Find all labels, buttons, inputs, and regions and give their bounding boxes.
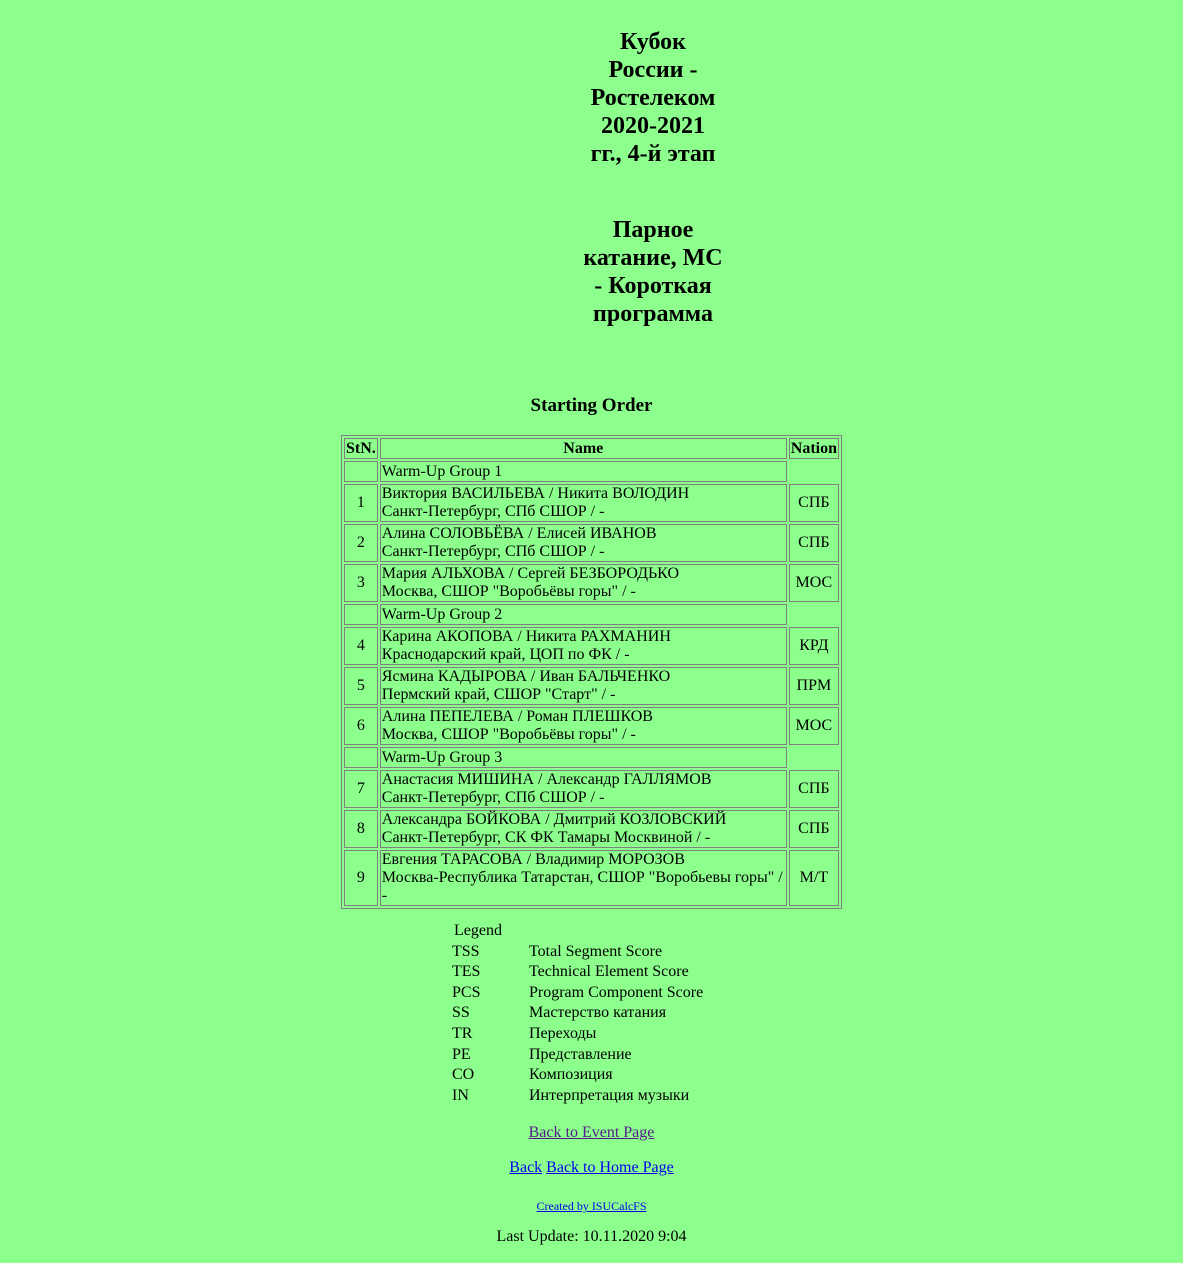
pair-cell <box>380 707 787 745</box>
starting-order-table <box>341 435 842 909</box>
legend-abbr: TES <box>452 963 481 981</box>
category-title: Парное катание, МС - Короткая программа <box>583 217 723 327</box>
warmup-group-row <box>344 747 839 768</box>
pair-club: Санкт-Петербург, СПб СШОР / - <box>381 789 605 806</box>
pair-cell <box>380 564 787 602</box>
event-title: Кубок России - Ростелеком 2020-2021 гг., 4-й этап <box>590 29 716 167</box>
nav-link-row <box>0 1159 1183 1177</box>
start-number: 1 <box>344 484 378 522</box>
pair-names: Анастасия МИШИНА / Александр ГАЛЛЯМОВ <box>381 771 712 788</box>
legend-desc: Program Component Score <box>529 983 704 1001</box>
start-number: 6 <box>344 707 378 745</box>
nation-code: МОС <box>789 564 839 602</box>
pair-club: Краснодарский край, ЦОП по ФК / - <box>381 646 630 663</box>
pair-club: Пермский край, СШОР "Старт" / - <box>381 686 616 703</box>
table-row <box>344 627 839 665</box>
pair-names: Алина ПЕПЕЛЕВА / Роман ПЛЕШКОВ <box>381 708 653 725</box>
warmup-group-label: Warm-Up Group 1 <box>380 461 787 482</box>
created-by-link[interactable]: Created by ISUCalcFS <box>536 1199 647 1213</box>
start-number: 9 <box>344 850 378 906</box>
legend-item <box>452 1003 703 1024</box>
table-row <box>344 564 839 602</box>
legend-title: Legend <box>454 922 502 939</box>
pair-names: Мария АЛЬХОВА / Сергей БЕЗБОРОДЬКО <box>381 565 680 582</box>
group-stn-cell <box>344 461 378 482</box>
pair-club: Москва-Республика Татарстан, СШОР "Воробьевы горы" / - <box>381 869 783 904</box>
legend-item <box>452 1045 703 1066</box>
table-row <box>344 484 839 522</box>
pair-club: Санкт-Петербург, СК ФК Тамары Москвиной / - <box>381 829 711 846</box>
nation-code: М/Т <box>789 850 839 906</box>
warmup-group-row <box>344 604 839 625</box>
nation-code: МОС <box>789 707 839 745</box>
warmup-group-row <box>344 461 839 482</box>
legend-abbr: CO <box>452 1066 475 1084</box>
last-update: Last Update: 10.11.2020 9:04 <box>496 1228 687 1245</box>
pair-cell <box>380 627 787 665</box>
created-by-row <box>0 1197 1183 1215</box>
pair-club: Москва, СШОР "Воробьёвы горы" / - <box>381 726 636 743</box>
group-nation-cell <box>789 747 839 768</box>
table-row <box>344 524 839 562</box>
group-stn-cell <box>344 747 378 768</box>
pair-cell <box>380 667 787 705</box>
pair-names: Ясмина КАДЫРОВА / Иван БАЛЬЧЕНКО <box>381 668 671 685</box>
legend-abbr: TR <box>452 1024 473 1042</box>
event-link-row <box>0 1124 1183 1142</box>
header-name: Name <box>380 438 787 459</box>
back-to-event-page-link[interactable]: Back to Event Page <box>528 1124 655 1141</box>
legend-item <box>452 942 703 963</box>
pair-club: Санкт-Петербург, СПб СШОР / - <box>381 543 605 560</box>
legend <box>452 921 703 1106</box>
table-header-row <box>344 438 839 459</box>
table-row <box>344 707 839 745</box>
warmup-group-label: Warm-Up Group 3 <box>380 747 787 768</box>
pair-names: Карина АКОПОВА / Никита РАХМАНИН <box>381 628 671 645</box>
legend-item <box>452 1065 703 1086</box>
section-title: Starting Order <box>530 395 653 416</box>
legend-desc: Total Segment Score <box>529 942 663 960</box>
legend-item <box>452 1086 703 1107</box>
legend-desc: Мастерство катания <box>529 1004 667 1022</box>
nation-code: СПБ <box>789 524 839 562</box>
legend-abbr: PE <box>452 1045 471 1063</box>
legend-desc: Technical Element Score <box>529 963 689 981</box>
legend-item <box>452 983 703 1004</box>
nation-code: ПРМ <box>789 667 839 705</box>
pair-cell <box>380 810 787 848</box>
warmup-group-label: Warm-Up Group 2 <box>380 604 787 625</box>
back-link[interactable]: Back <box>509 1159 543 1176</box>
legend-desc: Представление <box>529 1045 632 1063</box>
legend-abbr: PCS <box>452 983 481 1001</box>
legend-item <box>452 962 703 983</box>
pair-names: Евгения ТАРАСОВА / Владимир МОРОЗОВ <box>381 851 685 868</box>
pair-cell <box>380 850 787 906</box>
table-row <box>344 850 839 906</box>
legend-abbr: TSS <box>452 942 480 960</box>
nation-code: СПБ <box>789 770 839 808</box>
start-number: 5 <box>344 667 378 705</box>
group-nation-cell <box>789 461 839 482</box>
legend-item <box>452 1024 703 1045</box>
back-to-home-page-link[interactable]: Back to Home Page <box>546 1159 674 1176</box>
pair-cell <box>380 484 787 522</box>
start-number: 7 <box>344 770 378 808</box>
nation-code: СПБ <box>789 484 839 522</box>
nation-code: СПБ <box>789 810 839 848</box>
pair-cell <box>380 770 787 808</box>
pair-club: Москва, СШОР "Воробьёвы горы" / - <box>381 583 636 600</box>
table-row <box>344 770 839 808</box>
pair-names: Виктория ВАСИЛЬЕВА / Никита ВОЛОДИН <box>381 485 690 502</box>
legend-abbr: SS <box>452 1004 470 1022</box>
header-nation: Nation <box>789 438 839 459</box>
pair-names: Алина СОЛОВЬЁВА / Елисей ИВАНОВ <box>381 525 657 542</box>
header-stn: StN. <box>344 438 378 459</box>
table-row <box>344 667 839 705</box>
legend-desc: Интерпретация музыки <box>529 1086 690 1104</box>
legend-desc: Переходы <box>529 1024 597 1042</box>
group-stn-cell <box>344 604 378 625</box>
table-row <box>344 810 839 848</box>
pair-names: Александра БОЙКОВА / Дмитрий КОЗЛОВСКИЙ <box>381 811 727 828</box>
legend-abbr: IN <box>452 1086 469 1104</box>
start-number: 8 <box>344 810 378 848</box>
start-number: 4 <box>344 627 378 665</box>
start-number: 3 <box>344 564 378 602</box>
pair-cell <box>380 524 787 562</box>
nation-code: КРД <box>789 627 839 665</box>
pair-club: Санкт-Петербург, СПб СШОР / - <box>381 503 605 520</box>
group-nation-cell <box>789 604 839 625</box>
start-number: 2 <box>344 524 378 562</box>
legend-desc: Композиция <box>529 1066 613 1084</box>
